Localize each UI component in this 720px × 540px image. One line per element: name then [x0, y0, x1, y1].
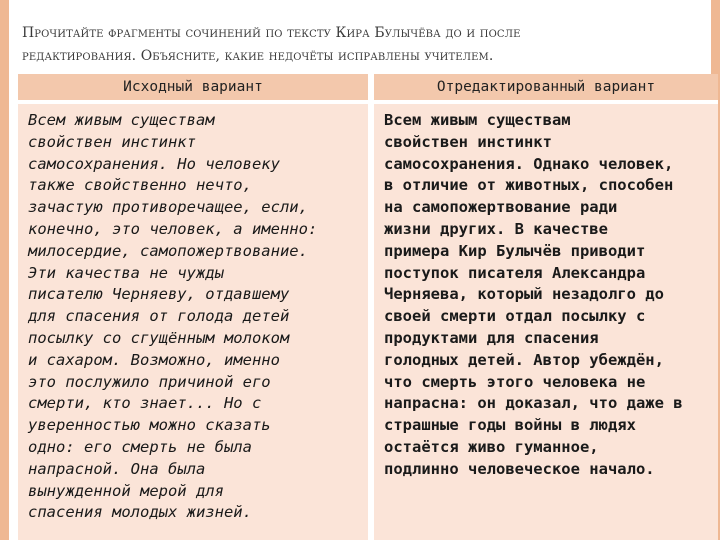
original-line: вынужденной мерой для: [28, 481, 224, 500]
edited-line: продуктами для спасения: [384, 328, 599, 347]
original-line: конечно, это человек, а именно:: [28, 219, 318, 238]
edited-version-text: [384, 110, 718, 481]
original-version-cell: [18, 104, 368, 540]
original-line: Всем живым существам: [28, 111, 215, 129]
original-line: спасения молодых жизней.: [28, 503, 252, 522]
edited-line: страшные годы войны в людях: [384, 416, 636, 435]
original-line: самосохранения. Но человеку: [28, 154, 280, 173]
original-line: уверенностью можно сказать: [28, 416, 271, 435]
task-heading: [22, 22, 702, 68]
edited-line: подлинно человеческое начало.: [384, 459, 655, 478]
edited-line: самосохранения. Однако человек,: [384, 154, 674, 173]
original-line: зачастую противоречащее, если,: [28, 198, 308, 217]
edited-version-header: Отредактированный вариант: [374, 74, 718, 100]
original-line: милосердие, самопожертвование.: [28, 241, 308, 260]
edited-line: на самопожертвование ради: [384, 198, 618, 217]
original-line: смерти, кто знает... Но с: [28, 394, 262, 413]
edited-line: примера Кир Булычёв приводит: [384, 241, 646, 260]
original-line: свойствен инстинкт: [28, 132, 196, 151]
edited-version-column: [374, 74, 718, 478]
original-line: для спасения от голода детей: [28, 307, 290, 326]
edited-line: Всем живым существам: [384, 111, 571, 129]
original-version-column: [18, 74, 368, 522]
edited-line: напрасна: он доказал, что даже в: [384, 394, 683, 413]
edited-line: остаётся живо гуманное,: [384, 437, 599, 456]
edited-line: что смерть этого человека не: [384, 372, 646, 391]
edited-line: в отличие от животных, способен: [384, 176, 674, 195]
original-line: одно: его смерть не была: [28, 437, 252, 456]
original-line: напрасной. Она была: [28, 459, 206, 478]
edited-line: Черняева, который незадолго до: [384, 285, 664, 304]
task-heading-line-2: редактирования. Объясните, какие недочёты исправлены учителем.: [22, 48, 494, 64]
original-version-header: Исходный вариант: [18, 74, 368, 100]
edited-line: своей смерти отдал посылку с: [384, 307, 646, 326]
edited-line: поступок писателя Александра: [384, 263, 646, 282]
original-line: это послужило причиной его: [28, 372, 271, 391]
edited-line: жизни других. В качестве: [384, 219, 608, 238]
original-version-text: [28, 110, 368, 524]
slide-page: [9, 0, 711, 540]
original-line: Эти качества не чужды: [28, 263, 224, 282]
comparison-table: [18, 74, 718, 540]
original-line: также свойственно нечто,: [28, 176, 252, 195]
edited-version-cell: [374, 104, 718, 540]
edited-line: голодных детей. Автор убеждён,: [384, 350, 664, 369]
original-line: и сахаром. Возможно, именно: [28, 350, 280, 369]
original-line: посылку со сгущённым молоком: [28, 328, 290, 347]
original-line: писателю Черняеву, отдавшему: [28, 285, 290, 304]
task-heading-line-1: Прочитайте фрагменты сочинений по тексту Кира Булычёва до и после: [22, 25, 521, 41]
left-frame-border: [0, 0, 9, 540]
edited-line: свойствен инстинкт: [384, 132, 552, 151]
